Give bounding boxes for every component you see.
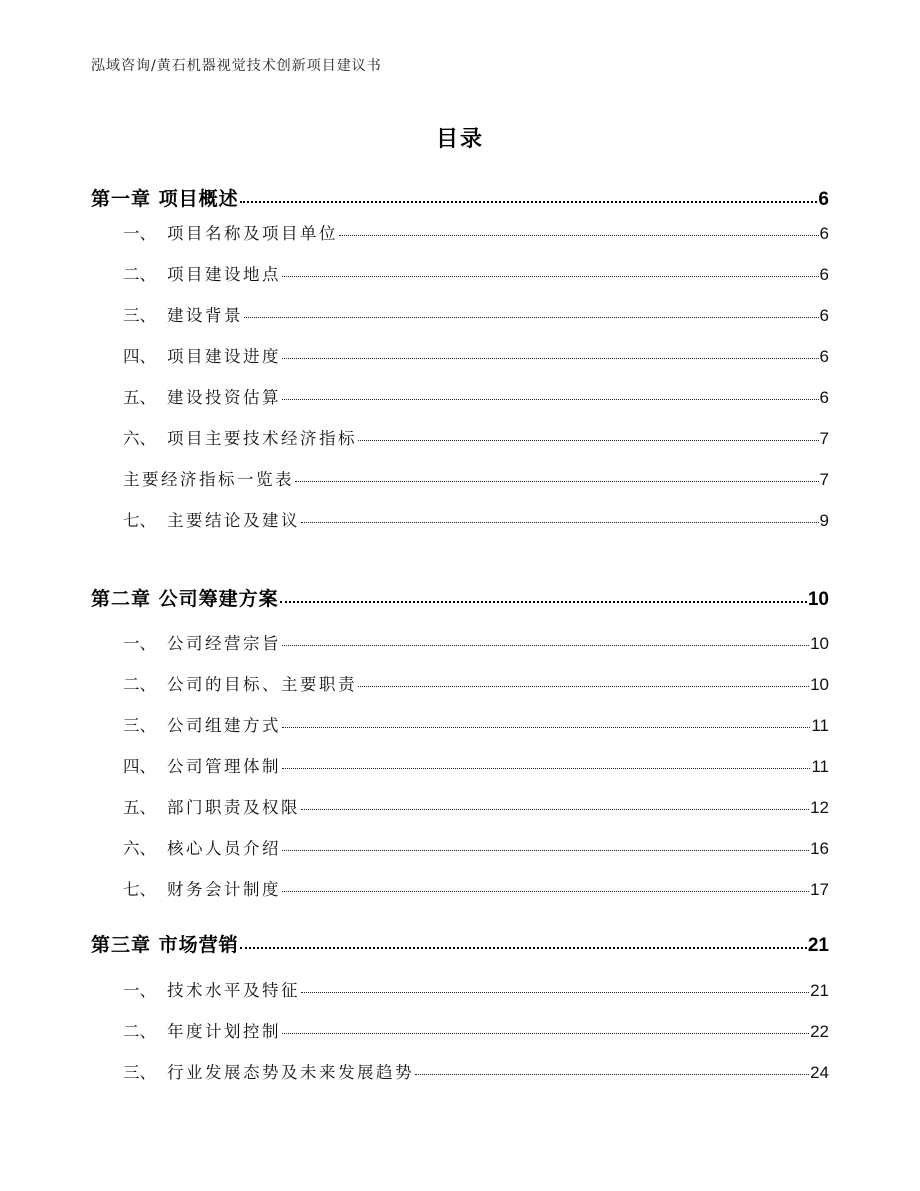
- toc-section-number: 四、: [123, 347, 156, 366]
- dot-leader: [358, 674, 809, 691]
- dot-leader: [282, 264, 819, 281]
- toc-section-number: 三、: [123, 1063, 156, 1082]
- dot-leader: [301, 510, 819, 527]
- dot-leader: [282, 346, 819, 363]
- toc-section-label: 建设背景: [167, 306, 243, 325]
- toc-section-1-table[interactable]: [123, 466, 829, 490]
- dot-leader: [282, 715, 810, 732]
- toc-page-number: 6: [819, 224, 829, 243]
- toc-section-2-7[interactable]: [123, 876, 829, 900]
- toc-section-number: 二、: [123, 1022, 156, 1041]
- dot-leader: [295, 469, 819, 486]
- toc-section-number: 一、: [123, 981, 156, 1000]
- dot-leader: [282, 387, 819, 404]
- toc-page-number: 6: [819, 306, 829, 325]
- toc-section-number: 三、: [123, 306, 156, 325]
- toc-section-3-1[interactable]: [123, 977, 829, 1001]
- toc-section-1-3[interactable]: [123, 302, 829, 326]
- toc-page-number: 6: [818, 189, 829, 210]
- toc-section-label: 技术水平及特征: [167, 981, 300, 1000]
- toc-section-label: 年度计划控制: [167, 1022, 281, 1041]
- toc-section-2-6[interactable]: [123, 835, 829, 859]
- toc-section-label: 公司组建方式: [167, 716, 281, 735]
- toc-page-number: 6: [819, 347, 829, 366]
- toc-page-number: 10: [810, 675, 829, 694]
- dot-leader: [244, 305, 819, 322]
- toc-section-number: 五、: [123, 388, 156, 407]
- toc-section-label: 项目建设进度: [167, 347, 281, 366]
- toc-section-number: 四、: [123, 757, 156, 776]
- toc-section-label: 行业发展态势及未来发展趋势: [167, 1063, 414, 1082]
- toc-section-2-3[interactable]: [123, 712, 829, 736]
- toc-section-label: 主要经济指标一览表: [123, 470, 294, 489]
- toc-chapter-label: 第二章 公司筹建方案: [91, 588, 279, 610]
- toc-section-label: 项目建设地点: [167, 265, 281, 284]
- toc-section-label: 主要结论及建议: [167, 511, 300, 530]
- dot-leader: [415, 1062, 809, 1079]
- toc-page-number: 22: [810, 1022, 829, 1041]
- toc-section-2-2[interactable]: [123, 671, 829, 695]
- toc-section-label: 公司管理体制: [167, 757, 281, 776]
- toc-page-number: 10: [810, 634, 829, 653]
- toc-page-number: 17: [810, 880, 829, 899]
- dot-leader: [282, 633, 809, 650]
- toc-page-number: 11: [811, 757, 829, 776]
- toc-section-2-4[interactable]: [123, 753, 829, 777]
- toc-page-number: 16: [810, 839, 829, 858]
- toc-section-number: 六、: [123, 429, 156, 448]
- toc-section-number: 一、: [123, 634, 156, 653]
- toc-section-label: 项目主要技术经济指标: [167, 429, 357, 448]
- toc-section-label: 核心人员介绍: [167, 839, 281, 858]
- toc-section-2-1[interactable]: [123, 630, 829, 654]
- toc-section-number: 六、: [123, 839, 156, 858]
- toc-chapter-2[interactable]: [91, 584, 829, 611]
- toc-section-number: 五、: [123, 798, 156, 817]
- toc-section-label: 财务会计制度: [167, 880, 281, 899]
- toc-section-3-3[interactable]: [123, 1059, 829, 1083]
- toc-section-number: 一、: [123, 224, 156, 243]
- toc-section-label: 建设投资估算: [167, 388, 281, 407]
- toc-page-number: 21: [810, 981, 829, 1000]
- toc-section-label: 公司经营宗旨: [167, 634, 281, 653]
- toc-page-number: 10: [807, 589, 829, 610]
- toc-section-label: 公司的目标、主要职责: [167, 675, 357, 694]
- dot-leader: [339, 223, 819, 240]
- dot-leader: [301, 797, 809, 814]
- toc-chapter-label: 第一章 项目概述: [91, 188, 239, 210]
- toc-section-1-4[interactable]: [123, 343, 829, 367]
- toc-chapter-label: 第三章 市场营销: [91, 934, 239, 956]
- toc-section-number: 七、: [123, 880, 156, 899]
- toc-page-number: 7: [819, 470, 829, 489]
- toc-page-number: 6: [819, 265, 829, 284]
- toc-section-number: 二、: [123, 675, 156, 694]
- toc-section-number: 七、: [123, 511, 156, 530]
- toc-page-number: 21: [807, 935, 829, 956]
- toc-page-number: 7: [819, 429, 829, 448]
- toc-section-1-1[interactable]: [123, 220, 829, 244]
- dot-leader: [282, 1021, 809, 1038]
- toc-section-number: 三、: [123, 716, 156, 735]
- toc-page-number: 6: [819, 388, 829, 407]
- toc-section-1-5[interactable]: [123, 384, 829, 408]
- toc-section-1-6[interactable]: [123, 425, 829, 449]
- dot-leader: [282, 879, 809, 896]
- toc-section-label: 项目名称及项目单位: [167, 224, 338, 243]
- dot-leader: [301, 980, 809, 997]
- dot-leader: [282, 756, 810, 773]
- dot-leader: [282, 838, 809, 855]
- toc-page-number: 9: [819, 511, 829, 530]
- toc-page-number: 24: [810, 1063, 829, 1082]
- dot-leader: [240, 932, 807, 951]
- page-header: 泓域咨询/黄石机器视觉技术创新项目建议书: [91, 58, 382, 74]
- toc-section-label: 部门职责及权限: [167, 798, 300, 817]
- toc-section-number: 二、: [123, 265, 156, 284]
- dot-leader: [358, 428, 819, 445]
- dot-leader: [280, 586, 807, 605]
- toc-section-1-7[interactable]: [123, 507, 829, 531]
- toc-title: 目录: [435, 127, 484, 152]
- toc-chapter-1[interactable]: [91, 184, 829, 211]
- toc-section-3-2[interactable]: [123, 1018, 829, 1042]
- toc-chapter-3[interactable]: [91, 930, 829, 957]
- toc-page-number: 12: [810, 798, 829, 817]
- toc-section-1-2[interactable]: [123, 261, 829, 285]
- dot-leader: [240, 186, 818, 205]
- toc-section-2-5[interactable]: [123, 794, 829, 818]
- toc-page-number: 11: [811, 716, 829, 735]
